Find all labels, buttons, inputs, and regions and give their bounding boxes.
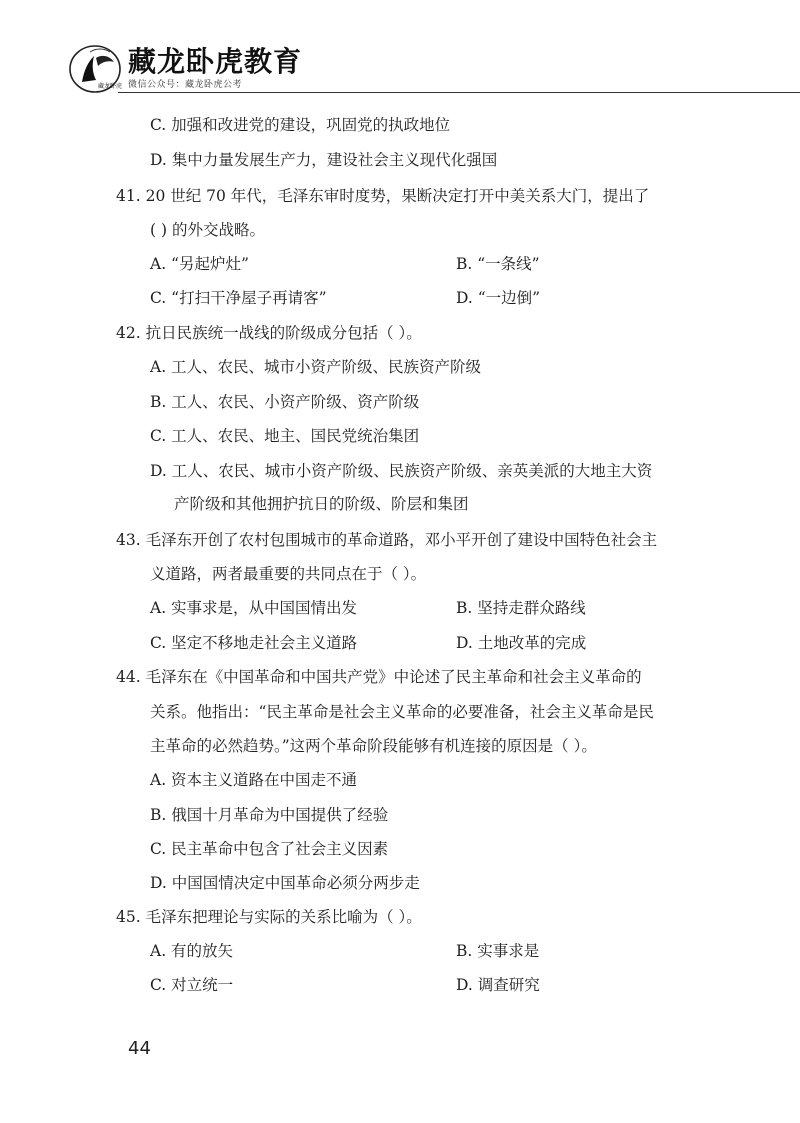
- option-44-d: D. 中国国情决定中国革命必须分两步走: [150, 874, 420, 892]
- option-42-b: B. 工人、农民、小资产阶级、资产阶级: [150, 393, 420, 411]
- option-40-d: D. 集中力量发展生产力，建设社会主义现代化强国: [150, 151, 498, 169]
- question-44-stem-cont-1: 关系。他指出：“民主革命是社会主义革命的必要准备，社会主义革命是民: [150, 703, 654, 721]
- page-header: [0, 0, 800, 100]
- option-41-a: A. “另起炉灶”: [150, 255, 249, 273]
- option-43-d: D. 土地改革的完成: [456, 634, 587, 652]
- option-44-c: C. 民主革命中包含了社会主义因素: [150, 840, 389, 858]
- option-45-a: A. 有的放矢: [150, 942, 234, 960]
- option-43-c: C. 坚定不移地走社会主义道路: [150, 634, 358, 652]
- question-42-stem: 42. 抗日民族统一战线的阶级成分包括（ ）。: [116, 324, 422, 342]
- logo-text: 藏龙卧虎: [98, 83, 122, 90]
- question-43-stem: 43. 毛泽东开创了农村包围城市的革命道路，邓小平开创了建设中国特色社会主: [116, 531, 658, 549]
- option-41-b: B. “一条线”: [456, 255, 540, 273]
- option-43-a: A. 实事求是，从中国国情出发: [150, 599, 358, 617]
- option-40-c: C. 加强和改进党的建设，巩固党的执政地位: [150, 116, 451, 134]
- option-44-b: B. 俄国十月革命为中国提供了经验: [150, 806, 389, 824]
- option-42-d-cont: 产阶级和其他拥护抗日的阶级、阶层和集团: [174, 495, 469, 513]
- question-44-stem: 44. 毛泽东在《中国革命和中国共产党》中论述了民主革命和社会主义革命的: [116, 668, 642, 686]
- question-41-stem: 41. 20 世纪 70 年代，毛泽东审时度势，果断决定打开中美关系大门，提出了: [116, 187, 650, 205]
- logo-icon: [68, 42, 122, 96]
- question-43-stem-cont: 义道路，两者最重要的共同点在于（ ）。: [150, 565, 427, 583]
- option-45-c: C. 对立统一: [150, 976, 234, 994]
- option-42-d: D. 工人、农民、城市小资产阶级、民族资产阶级、亲英美派的大地主大资: [150, 462, 653, 480]
- option-41-c: C. “打扫干净屋子再请客”: [150, 289, 327, 307]
- header-divider: [118, 92, 800, 93]
- page-number: 44: [128, 1038, 151, 1059]
- option-45-b: B. 实事求是: [456, 942, 540, 960]
- brand-title: 藏龙卧虎教育: [128, 45, 303, 78]
- brand-subtitle: 微信公众号：藏龙卧虎公考: [128, 80, 243, 90]
- question-45-stem: 45. 毛泽东把理论与实际的关系比喻为（ ）。: [116, 908, 422, 926]
- option-42-c: C. 工人、农民、地主、国民党统治集团: [150, 427, 420, 445]
- question-41-stem-cont: ( ) 的外交战略。: [150, 221, 265, 239]
- option-45-d: D. 调查研究: [456, 976, 540, 994]
- option-43-b: B. 坚持走群众路线: [456, 599, 586, 617]
- option-41-d: D. “一边倒”: [456, 289, 541, 307]
- question-44-stem-cont-2: 主革命的必然趋势。”这两个革命阶段能够有机连接的原因是（ ）。: [150, 737, 597, 755]
- option-44-a: A. 资本主义道路在中国走不通: [150, 771, 358, 789]
- option-42-a: A. 工人、农民、城市小资产阶级、民族资产阶级: [150, 358, 482, 376]
